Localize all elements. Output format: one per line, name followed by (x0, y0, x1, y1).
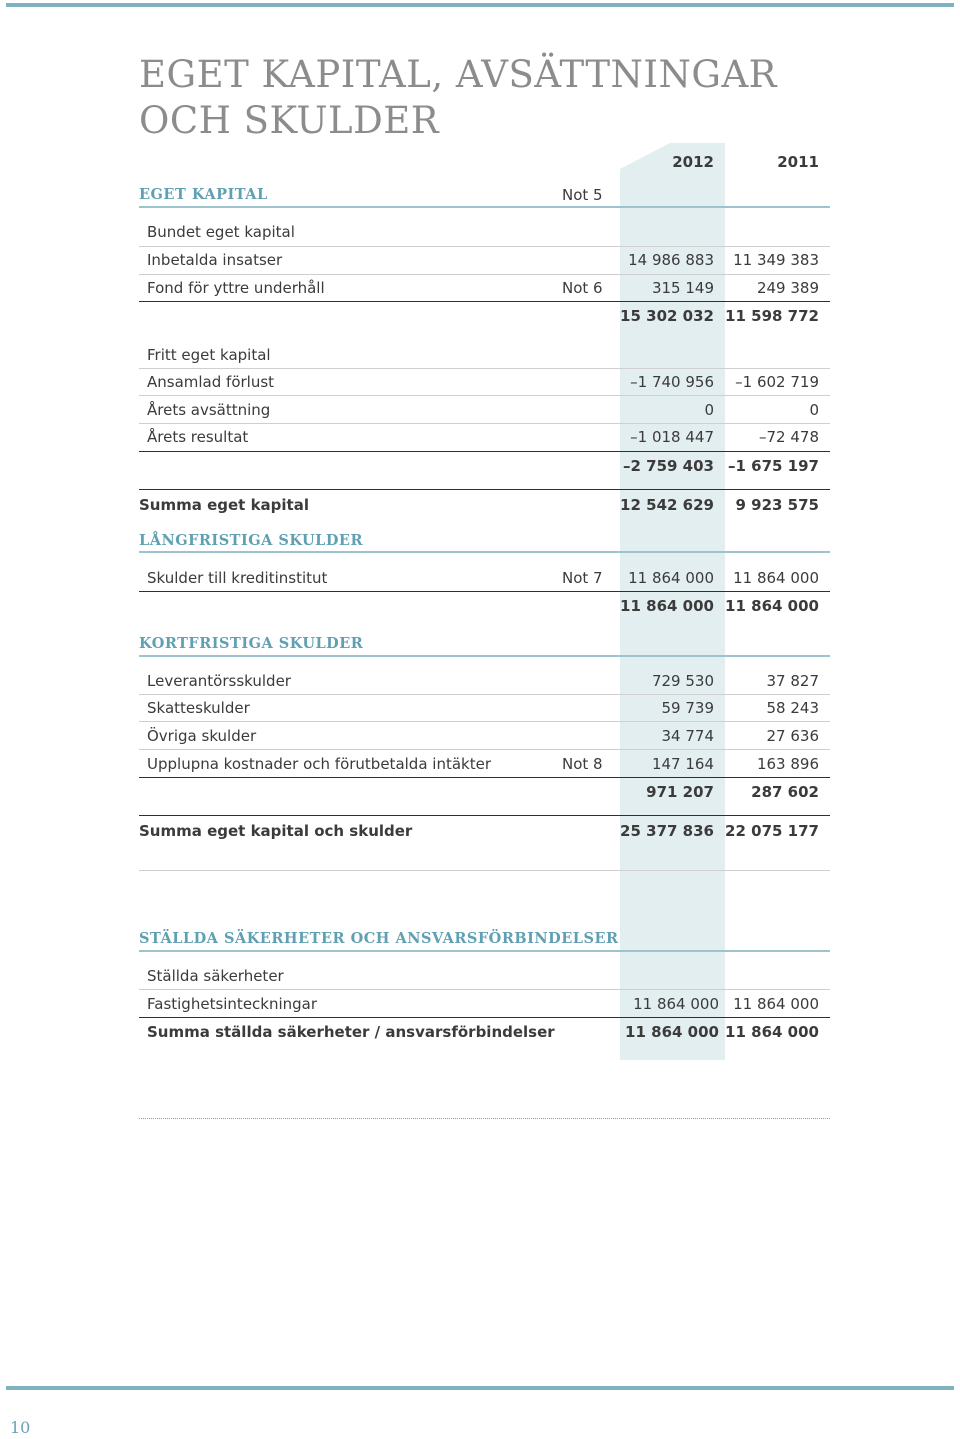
row-label: Fritt eget kapital (147, 346, 271, 364)
value-2012: –2 759 403 (622, 457, 714, 475)
value-2012: 11 864 000 (620, 597, 714, 615)
section-heading-text: EGET KAPITAL (139, 186, 268, 203)
row-divider (139, 368, 830, 369)
value-2011: 11 598 772 (725, 307, 819, 325)
subtotal-divider (139, 777, 830, 778)
row-label: Ställda säkerheter (147, 967, 284, 985)
row-label: Leverantörsskulder (147, 672, 291, 690)
row-label: Skatteskulder (147, 699, 250, 717)
total-divider (139, 815, 830, 816)
section-divider (139, 551, 830, 553)
value-2012: 11 864 000 (628, 569, 714, 587)
page-title (139, 52, 777, 144)
year-2012: 2012 (672, 153, 714, 171)
bottom-accent-bar (6, 1386, 954, 1390)
row-divider (139, 989, 830, 990)
value-2011: 58 243 (766, 699, 819, 717)
value-2012: 11 864 000 (625, 1023, 719, 1041)
row-label: Fond för yttre underhåll (147, 279, 325, 297)
row-label: Summa ställda säkerheter / ansvarsförbindelser (147, 1023, 555, 1041)
subtotal-divider (139, 301, 830, 302)
row-label: Årets resultat (147, 428, 249, 446)
row-divider (139, 870, 830, 871)
value-2012: 25 377 836 (620, 822, 714, 840)
section-heading-stallda-sakerheter (139, 929, 830, 949)
row-divider (139, 246, 830, 247)
total-divider (139, 489, 830, 490)
value-2012: 34 774 (661, 727, 714, 745)
section-heading-text: LÅNGFRISTIGA SKULDER (139, 532, 364, 549)
top-accent-bar (6, 3, 954, 7)
row-label: Summa eget kapital och skulder (139, 822, 413, 840)
section-divider (139, 950, 830, 952)
row-label: Ansamlad förlust (147, 373, 275, 391)
section-divider (139, 655, 830, 657)
value-2012: –1 018 447 (630, 428, 714, 446)
value-2011: 163 896 (756, 755, 819, 773)
note-ref: Not 8 (562, 755, 603, 773)
page-title-line-1: EGET KAPITAL, AVSÄTTNINGAR (139, 53, 778, 96)
value-2011: 11 864 000 (725, 1023, 819, 1041)
value-2012: 11 864 000 (633, 995, 719, 1013)
row-label: Skulder till kreditinstitut (147, 569, 328, 587)
note-ref: Not 5 (562, 186, 603, 204)
page-title-line-2: OCH SKULDER (139, 99, 440, 142)
value-2011: 11 864 000 (733, 995, 819, 1013)
value-2012: 147 164 (651, 755, 714, 773)
row-label: Bundet eget kapital (147, 223, 295, 241)
note-ref: Not 6 (562, 279, 603, 297)
value-2012: 0 (704, 401, 714, 419)
dotted-separator (139, 1118, 830, 1119)
row-divider (139, 721, 830, 722)
section-divider (139, 206, 830, 208)
value-2011: 27 636 (766, 727, 819, 745)
row-divider (139, 749, 830, 750)
row-divider (139, 694, 830, 695)
value-2012: 315 149 (651, 279, 714, 297)
subtotal-divider (139, 591, 830, 592)
section-heading-text: KORTFRISTIGA SKULDER (139, 635, 364, 652)
value-2011: 22 075 177 (725, 822, 819, 840)
value-2011: –1 602 719 (735, 373, 819, 391)
value-2011: 9 923 575 (735, 496, 819, 514)
value-2012: 59 739 (661, 699, 714, 717)
value-2012: 14 986 883 (628, 251, 714, 269)
section-heading-kortfristiga-skulder (139, 634, 830, 654)
note-ref: Not 7 (562, 569, 603, 587)
section-heading-langfristiga-skulder (139, 531, 830, 551)
value-2011: 11 349 383 (733, 251, 819, 269)
row-label: Inbetalda insatser (147, 251, 283, 269)
value-2011: 11 864 000 (725, 597, 819, 615)
row-label: Upplupna kostnader och förutbetalda intäkter (147, 755, 491, 773)
subtotal-divider (139, 451, 830, 452)
year-2011: 2011 (777, 153, 819, 171)
row-label: Årets avsättning (147, 401, 271, 419)
value-2011: –72 478 (759, 428, 819, 446)
section-heading-text: STÄLLDA SÄKERHETER OCH ANSVARSFÖRBINDELSER (139, 930, 619, 947)
value-2011: 0 (809, 401, 819, 419)
value-2011: 11 864 000 (733, 569, 819, 587)
total-divider (139, 1017, 830, 1018)
section-heading-eget-kapital (139, 185, 830, 205)
value-2012: 15 302 032 (620, 307, 714, 325)
row-label: Fastighetsinteckningar (147, 995, 318, 1013)
page-number: 10 (10, 1418, 31, 1437)
row-divider (139, 395, 830, 396)
row-label: Summa eget kapital (139, 496, 309, 514)
value-2011: 287 602 (751, 783, 819, 801)
value-2011: –1 675 197 (727, 457, 819, 475)
row-label: Övriga skulder (147, 727, 257, 745)
value-2011: 37 827 (766, 672, 819, 690)
value-2011: 249 389 (756, 279, 819, 297)
row-divider (139, 274, 830, 275)
value-2012: 971 207 (646, 783, 714, 801)
value-2012: 12 542 629 (620, 496, 714, 514)
column-corner-cut (620, 143, 670, 169)
value-2012: 729 530 (651, 672, 714, 690)
value-2012: –1 740 956 (630, 373, 714, 391)
row-divider (139, 423, 830, 424)
